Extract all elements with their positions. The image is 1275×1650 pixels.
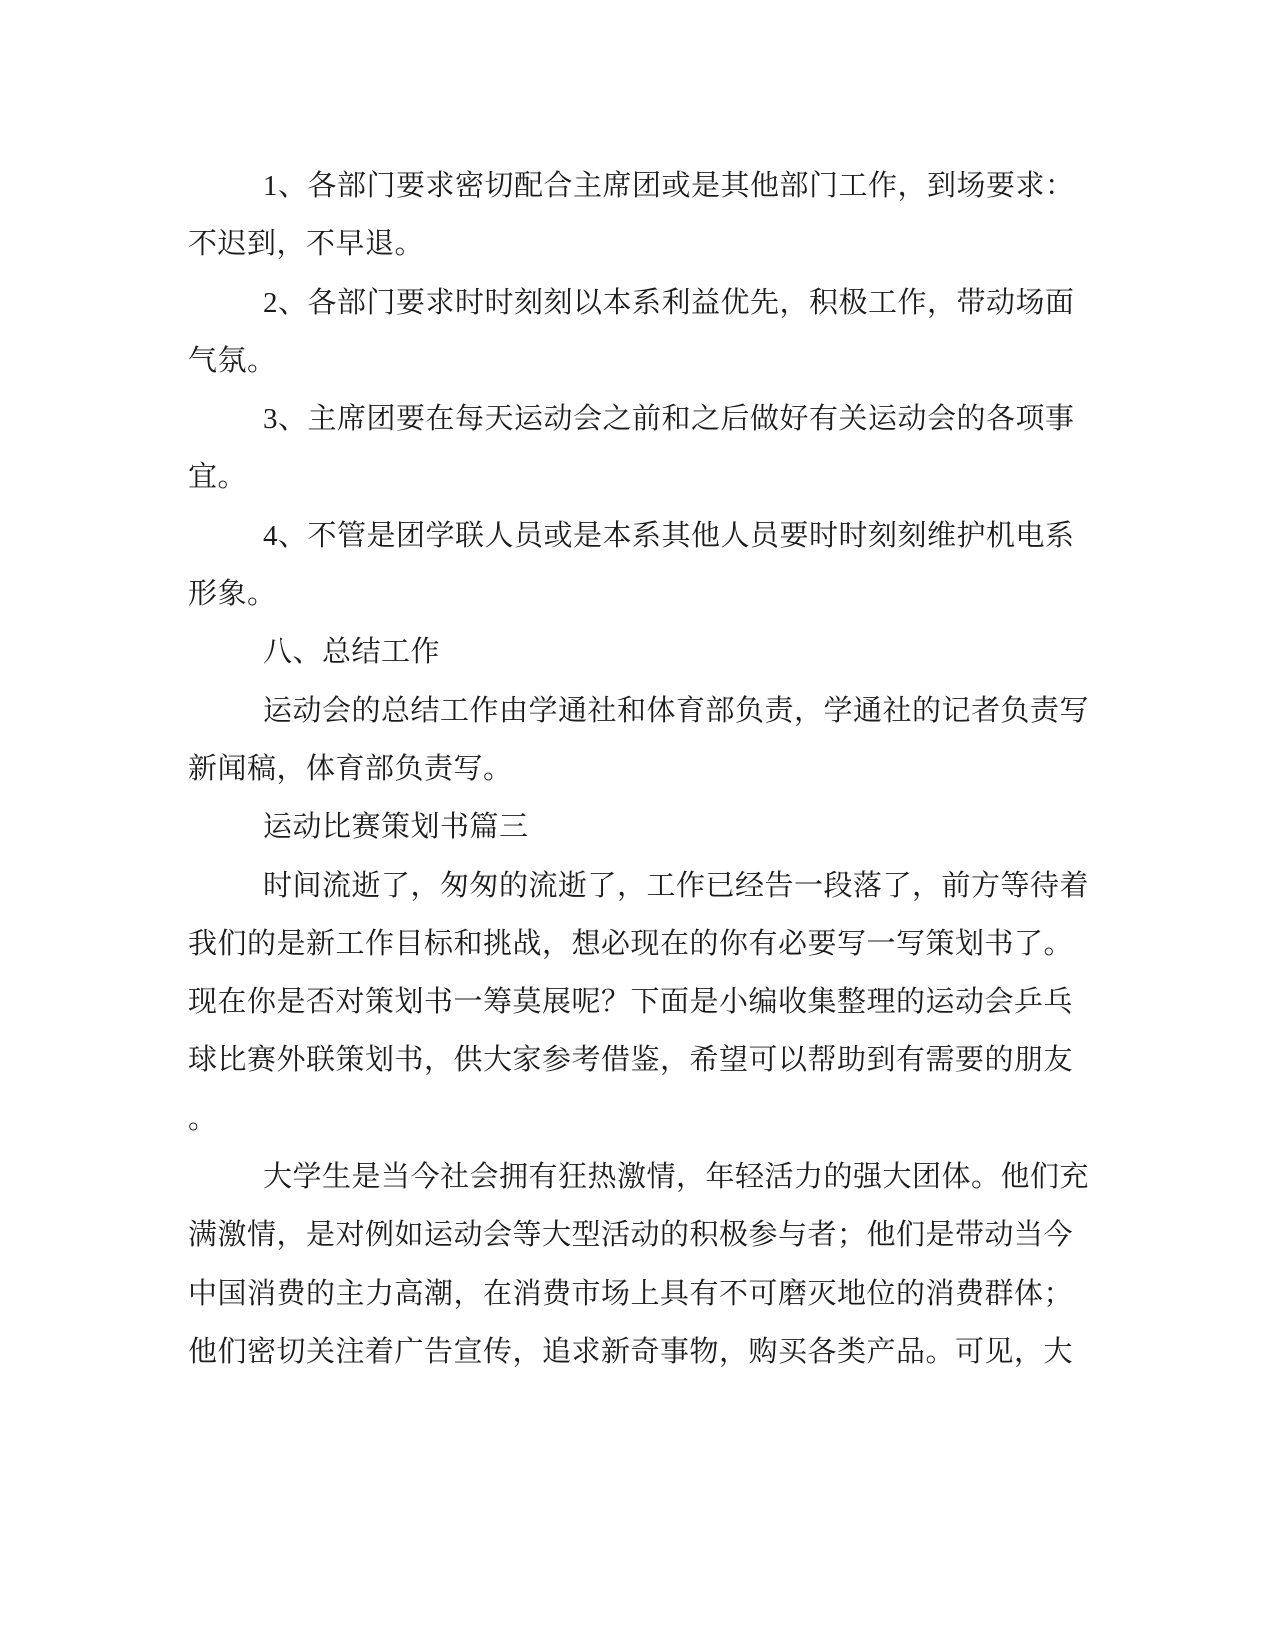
text-line: 。 [188,1102,218,1135]
text-line: 运动会的总结工作由学通社和体育部负责，学通社的记者负责写 [263,694,1090,727]
text-line: 他们密切关注着广告宣传，追求新奇事物，购买各类产品。可见，大 [188,1335,1074,1368]
text-line: 球比赛外联策划书，供大家参考借鉴，希望可以帮助到有需要的朋友 [188,1044,1074,1077]
text-line: 我们的是新工作目标和挑战，想必现在的你有必要写一写策划书了。 [188,927,1074,960]
text-line: 中国消费的主力高潮，在消费市场上具有不可磨灭地位的消费群体； [188,1277,1074,1310]
text-line: 不迟到，不早退。 [188,228,425,261]
text-line: 大学生是当今社会拥有狂热激情，年轻活力的强大团体。他们充 [263,1161,1090,1194]
text-line: 形象。 [188,578,277,611]
text-line: 宜。 [188,461,248,494]
document-text-body [188,157,1090,1381]
text-line: 3、主席团要在每天运动会之前和之后做好有关运动会的各项事 [263,403,1075,436]
text-line: 4、不管是团学联人员或是本系其他人员要时时刻刻维护机电系 [263,519,1075,552]
text-line: 气氛。 [188,344,277,377]
text-line: 时间流逝了，匆匆的流逝了，工作已经告一段落了，前方等待着 [263,869,1090,902]
text-line: 新闻稿，体育部负责写。 [188,752,513,785]
section-heading-line: 运动比赛策划书篇三 [263,811,529,844]
text-line: 满激情，是对例如运动会等大型活动的积极参与者；他们是带动当今 [188,1219,1074,1252]
text-line: 1、各部门要求密切配合主席团或是其他部门工作，到场要求： [263,170,1075,202]
text-line: 现在你是否对策划书一筹莫展呢？下面是小编收集整理的运动会乒乓 [188,986,1074,1019]
section-heading-line: 八、总结工作 [263,636,441,669]
text-line: 2、各部门要求时时刻刻以本系利益优先，积极工作，带动场面 [263,286,1075,319]
